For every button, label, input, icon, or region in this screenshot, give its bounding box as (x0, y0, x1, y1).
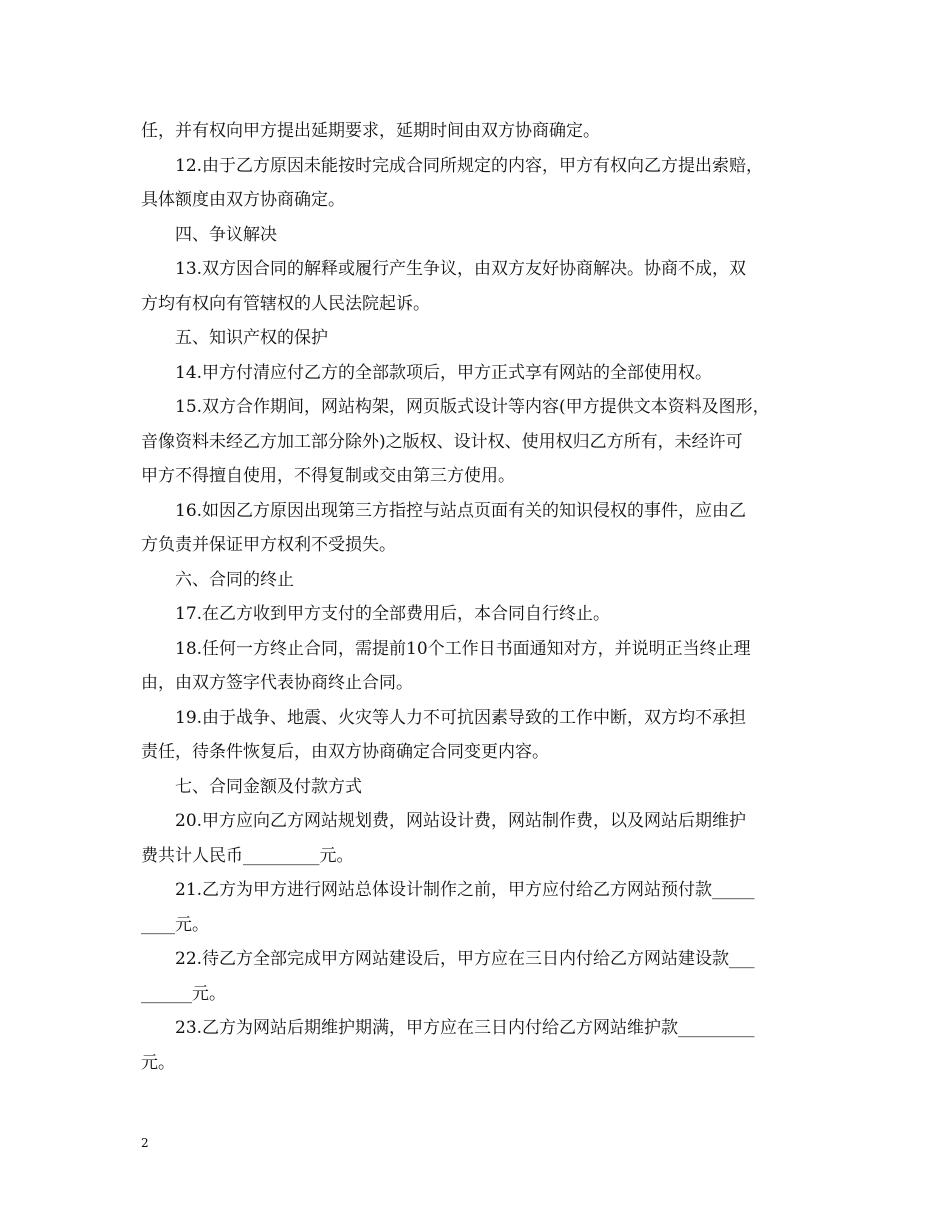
clause-13: 13.双方因合同的解释或履行产生争议，由双方友好协商解决。协商不成，双 (175, 259, 747, 279)
clause-18: 18.任何一方终止合同，需提前10个工作日书面通知对方，并说明正当终止理 (175, 638, 751, 659)
text-line: 甲方不得擅自使用，不得复制或交由第三方使用。 (141, 466, 515, 486)
section-heading-payment: 七、合同金额及付款方式 (175, 776, 362, 797)
text-line: 责任，待条件恢复后，由双方协商确定合同变更内容。 (141, 742, 549, 762)
clause-16: 16.如因乙方原因出现第三方指控与站点页面有关的知识侵权的事件，应由乙 (175, 500, 747, 521)
clause-17: 17.在乙方收到甲方支付的全部费用后，本合同自行终止。 (175, 604, 611, 624)
section-heading-dispute: 四、争议解决 (175, 224, 277, 245)
clause-15: 15.双方合作期间，网站构架，网页版式设计等内容(甲方提供文本资料及图形， (175, 397, 770, 417)
text-line: 音像资料未经乙方加工部分除外)之版权、设计权、使用权归乙方所有，未经许可 (141, 431, 743, 452)
page-number: 2 (141, 1136, 149, 1150)
document-body (141, 114, 811, 1080)
text-line: 任，并有权向甲方提出延期要求，延期时间由双方协商确定。 (141, 121, 600, 141)
text-line: 方均有权向有管辖权的人民法院起诉。 (141, 293, 430, 314)
clause-20: 20.甲方应向乙方网站规划费，网站设计费，网站制作费，以及网站后期维护 (175, 811, 747, 831)
text-line: 元。 (141, 1052, 175, 1073)
section-heading-ip: 五、知识产权的保护 (175, 328, 328, 348)
text-line: ______元。 (141, 983, 226, 1004)
section-heading-termination: 六、合同的终止 (175, 569, 294, 590)
clause-12: 12.由于乙方原因未能按时完成合同所规定的内容，甲方有权向乙方提出索赔， (175, 155, 764, 176)
text-line: 具体额度由双方协商确定。 (141, 190, 345, 210)
text-line: 费共计人民币_________元。 (141, 845, 354, 866)
clause-14: 14.甲方付清应付乙方的全部款项后，甲方正式享有网站的全部使用权。 (175, 362, 713, 383)
text-line: 由，由双方签字代表协商终止合同。 (141, 673, 413, 693)
clause-23: 23.乙方为网站后期维护期满，甲方应在三日内付给乙方网站维护款_________ (175, 1018, 755, 1038)
text-line: ____元。 (141, 914, 209, 935)
clause-22: 22.待乙方全部完成甲方网站建设后，甲方应在三日内付给乙方网站建设款___ (175, 949, 755, 969)
text-line: 方负责并保证甲方权利不受损失。 (141, 535, 396, 555)
clause-19: 19.由于战争、地震、火灾等人力不可抗因素导致的工作中断，双方均不承担 (175, 707, 747, 728)
clause-21: 21.乙方为甲方进行网站总体设计制作之前，甲方应付给乙方网站预付款_____ (175, 880, 755, 900)
